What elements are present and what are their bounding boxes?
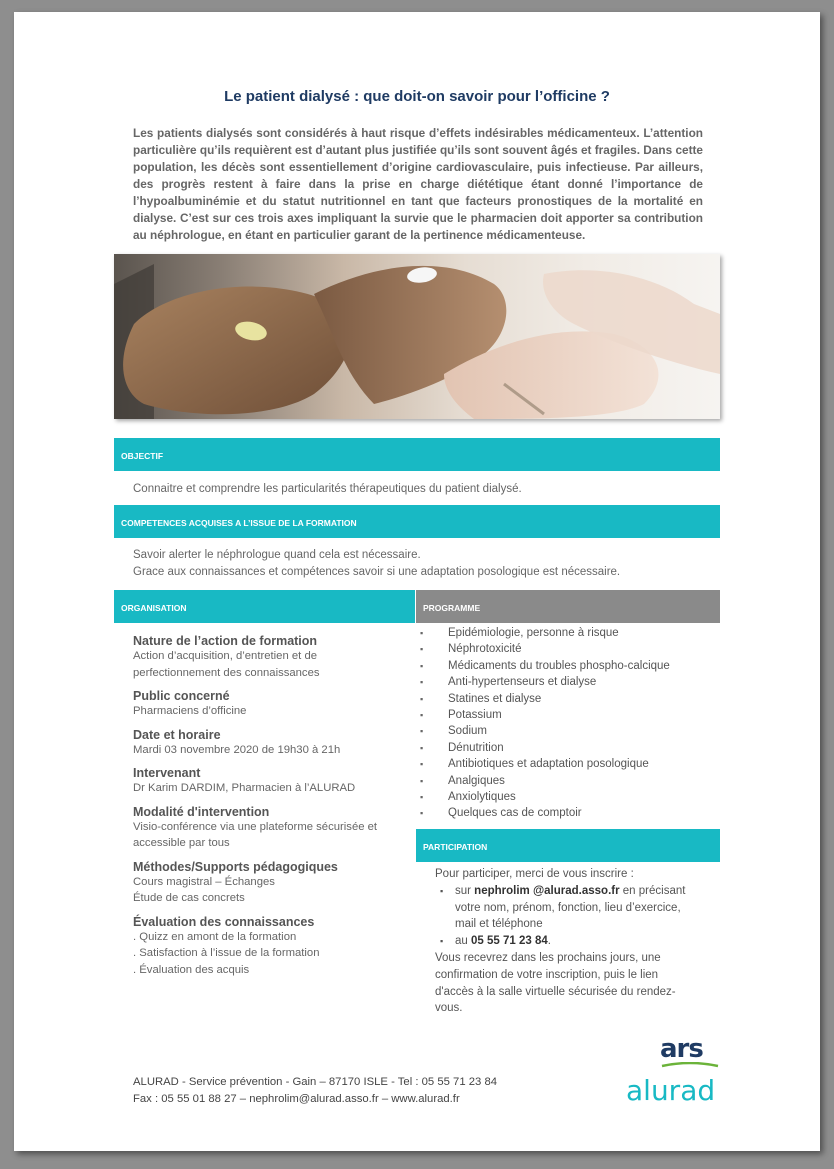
participation-header: [416, 829, 720, 862]
participation-email-item: [435, 883, 720, 933]
competences-text: [133, 547, 620, 581]
programme-item: ▪ Anti-hypertenseurs et dialyse: [420, 674, 720, 690]
ars-logo-text: ars: [660, 1034, 703, 1064]
section-text: . Satisfaction à l’issue de la formation: [133, 947, 320, 959]
section-text: . Quizz en amont de la formation: [133, 930, 297, 943]
programme-item: ▪ Potassium: [420, 707, 720, 723]
section-text: Dr Karim DARDIM, Pharmacien à l’ALURAD: [133, 782, 356, 794]
footer-contact: [133, 1074, 497, 1107]
competences-header: [114, 505, 720, 538]
section-text: Cours magistral – Échanges: [133, 875, 275, 888]
ars-logo: [660, 1034, 720, 1070]
organisation-details: [133, 634, 408, 978]
section-text: Pharmaciens d’officine: [133, 705, 247, 717]
page-title: Le patient dialysé : que doit-on savoir pour l’officine ?: [224, 88, 610, 105]
participation-lead: Pour participer, merci de vous inscrire :: [435, 868, 634, 880]
section-text: Étude de cas concrets: [133, 892, 245, 904]
alurad-logo-text: alurad: [626, 1074, 716, 1107]
objectif-header: [114, 438, 720, 471]
alurad-logo: [626, 1074, 715, 1108]
participation-phone-item: [435, 933, 720, 950]
email-detail-line: votre nom, prénom, fonction, lieu d’exercice,: [455, 901, 681, 914]
footer-address: ALURAD - Service prévention - Gain – 87170 ISLE - Tel : 05 55 71 23 84: [133, 1076, 498, 1088]
email-link[interactable]: nephrolim @alurad.asso.fr: [474, 884, 620, 897]
organisation-heading: ORGANISATION: [121, 603, 187, 613]
participation-info-line: Vous recevrez dans les prochains jours, une: [435, 951, 661, 964]
phone-suffix: .: [547, 935, 551, 948]
programme-item: ▪ Dénutrition: [420, 740, 720, 756]
programme-item: ▪ Quelques cas de comptoir: [420, 805, 720, 821]
programme-item: ▪ Epidémiologie, personne à risque: [420, 625, 720, 641]
phone-number[interactable]: 05 55 71 23 84: [471, 935, 548, 948]
email-suffix: en précisant: [619, 884, 686, 897]
programme-item: ▪ Sodium: [420, 723, 720, 739]
section-title: Intervenant: [133, 766, 201, 780]
participation-info-line: d'accès à la salle virtuelle sécurisée du rendez-: [435, 985, 676, 998]
intro-paragraph: Les patients dialysés sont considérés à haut risque d’effets indésirables médicamenteux. L’attention particulière qu’ils requièrent est d’autant plus justifiée qu’ils sont souvent âgés et fragiles. Dans cette population, les décès sont essentiellement d’origine cardiovasculaire, puis infectieuse. Par ailleurs, des progrès restent à faire dans la prise en charge diététique étant donné l’importance de l’hypoalbuminémie et du statut nutritionnel en tant que facteurs pronostiques de la mortalité en dialyse. C’est sur ces trois axes impliquant la survie que le pharmacien doit apporter sa contribution au néphrologue, en étant en particulier garant de la pertinence médicamenteuse.: [133, 126, 703, 242]
programme-item: ▪ Médicaments du troubles phospho-calcique: [420, 658, 720, 674]
programme-heading: PROGRAMME: [423, 603, 481, 613]
competences-heading: COMPETENCES ACQUISES A L’ISSUE DE LA FORMATION: [121, 518, 357, 528]
email-prefix: sur: [455, 884, 475, 897]
email-detail-line: mail et téléphone: [455, 918, 543, 931]
section-title: Méthodes/Supports pédagogiques: [133, 859, 338, 874]
organisation-header: [114, 590, 415, 623]
section-text: Visio-conférence via une plateforme sécurisée et: [133, 820, 378, 833]
ars-swoosh-icon: [660, 1062, 720, 1070]
competences-line: Grace aux connaissances et compétences savoir si une adaptation posologique est nécessaire.: [133, 566, 621, 578]
objectif-text: Connaitre et comprendre les particularités thérapeutiques du patient dialysé.: [133, 483, 522, 495]
section-text: Action d’acquisition, d’entretien et de: [133, 650, 318, 662]
section-title: Évaluation des connaissances: [133, 914, 315, 929]
section-text: accessible par tous: [133, 837, 230, 849]
participation-info-line: vous.: [435, 1002, 463, 1015]
section-title: Nature de l’action de formation: [133, 634, 318, 648]
bullet-icon: ▪: [440, 885, 444, 896]
programme-list: [420, 625, 720, 822]
section-text: Mardi 03 novembre 2020 de 19h30 à 21h: [133, 743, 341, 756]
section-title: Public concerné: [133, 689, 230, 703]
hands-illustration: [114, 254, 720, 419]
section-text: . Évaluation des acquis: [133, 963, 250, 976]
section-title: Modalité d'intervention: [133, 804, 270, 819]
programme-item: ▪ Antibiotiques et adaptation posologique: [420, 756, 720, 772]
phone-prefix: au: [455, 935, 471, 948]
footer-contacts: Fax : 05 55 01 88 27 – nephrolim@alurad.asso.fr – www.alurad.fr: [133, 1092, 460, 1105]
programme-item: ▪ Statines et dialyse: [420, 691, 720, 707]
programme-item: ▪ Anxiolytiques: [420, 789, 720, 805]
programme-item: ▪ Analgiques: [420, 773, 720, 789]
objectif-heading: OBJECTIF: [121, 451, 164, 461]
section-text: perfectionnement des connaissances: [133, 666, 320, 679]
participation-heading: PARTICIPATION: [423, 842, 488, 852]
bullet-icon: ▪: [440, 936, 444, 947]
hands-pills-photo: [114, 254, 720, 419]
section-title: Date et horaire: [133, 727, 221, 742]
participation-details: [435, 866, 720, 1017]
participation-info-line: confirmation de votre inscription, puis le lien: [435, 968, 659, 981]
programme-item: ▪ Néphrotoxicité: [420, 641, 720, 657]
programme-header: [416, 590, 720, 623]
competences-line: Savoir alerter le néphrologue quand cela est nécessaire.: [133, 549, 421, 561]
